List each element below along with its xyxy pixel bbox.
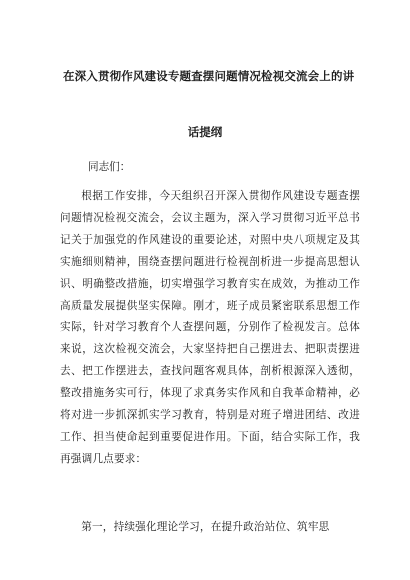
document-title-line2: 话提纲: [187, 125, 223, 139]
paragraph-1: 根据工作安排，今天组织召开深入贯彻作风建设专题查摆问题情况检视交流会，会议主题为，深入学习贯彻习近平总书记关于加强党的作风建设的重要论述，对照中央八项规定及其实施细则精神，围绕查摆问题进行检视剖析进一步提高思想认识、明确整改措施，切实增强学习教育实在成效，为推动工作高质量发展提供坚实保障。刚才，班子成员紧密联系思想工作实际，针对学习教育个人查摆问题，分别作了检视发言。总体来说，这次检视交流会，大家坚持把自己摆进去、把职责摆进去、把工作摆进去，查找问题客观具体，剖析根源深入透彻，整改措施务实可行，体现了求真务实作风和自我革命精神，必将对进一步抓深抓实学习教育，特别是对班子增进团结、改进工作、担当使命起到重要促进作用。下面，结合实际工作，我再强调几点要求：: [60, 190, 360, 465]
greeting: 同志们：: [88, 161, 131, 173]
paragraph-2: 第一，持续强化理论学习，在提升政治站位、筑牢思: [81, 521, 330, 533]
document-title-line1: 在深入贯彻作风建设专题查摆问题情况检视交流会上的讲: [63, 69, 355, 83]
